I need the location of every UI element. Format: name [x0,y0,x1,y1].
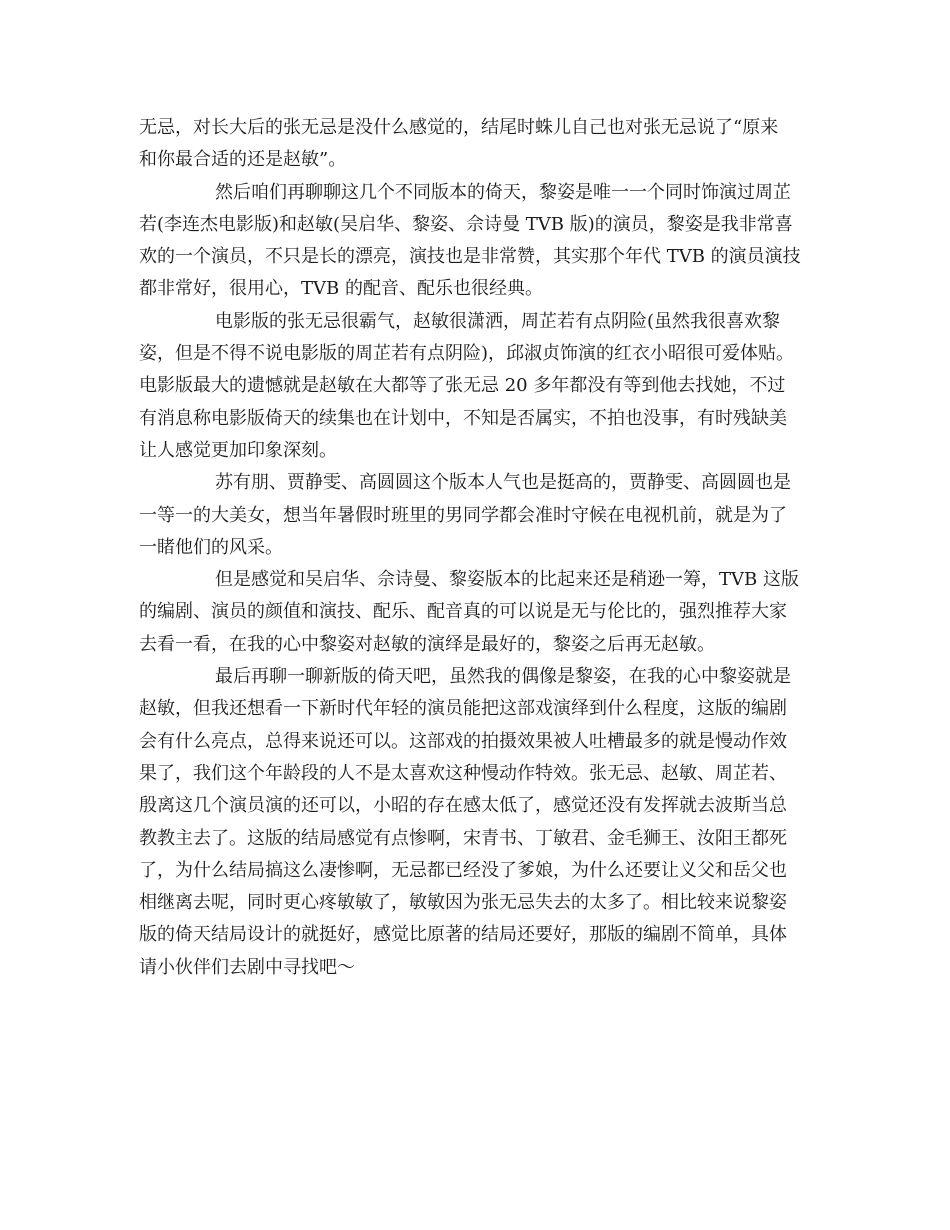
text-line: 的编剧、演员的颜值和演技、配乐、配音真的可以说是无与伦比的，强烈推荐大家 [139,601,787,623]
text-line: 电影版最大的遗憾就是赵敏在大都等了张无忌 20 多年都没有等到他去找她，不过 [139,375,786,397]
text-line: 让人感觉更加印象深刻。 [139,439,337,461]
text-line: 了，为什么结局搞这么凄惨啊，无忌都已经没了爹娘，为什么还要让义父和岳父也 [139,859,787,881]
text-line: 电影版的张无忌很霸气，赵敏很潇洒，周芷若有点阴险(虽然我很喜欢黎 [215,310,781,332]
text-line: 殷离这几个演员演的还可以，小昭的存在感太低了，感觉还没有发挥就去波斯当总 [139,795,787,817]
article-body [139,112,819,984]
paragraph [139,112,819,177]
text-line: 教教主去了。这版的结局感觉有点惨啊，宋青书、丁敏君、金毛狮王、汝阳王都死 [139,827,787,849]
text-line: 若(李连杰电影版)和赵敏(吴启华、黎姿、佘诗曼 TVB 版)的演员，黎姿是我非常喜 [139,213,793,235]
text-line: 但是感觉和吴启华、佘诗曼、黎姿版本的比起来还是稍逊一筹，TVB 这版 [215,569,799,591]
text-line: 然后咱们再聊聊这几个不同版本的倚天，黎姿是唯一一个同时饰演过周芷 [215,181,791,203]
text-line: 姿，但是不得不说电影版的周芷若有点阴险)，邱淑贞饰演的红衣小昭很可爱体贴。 [139,343,795,365]
paragraph [139,467,819,564]
text-line: 版的倚天结局设计的就挺好，感觉比原著的结局还要好，那版的编剧不简单，具体 [139,924,787,946]
text-line: 苏有朋、贾静雯、高圆圆这个版本人气也是挺高的，贾静雯、高圆圆也是 [215,472,791,494]
paragraph [139,177,819,306]
text-line: 果了，我们这个年龄段的人不是太喜欢这种慢动作特效。张无忌、赵敏、周芷若、 [139,762,787,784]
text-line: 都非常好，很用心，TVB 的配音、配乐也很经典。 [139,278,543,300]
paragraph [139,306,819,467]
text-line: 一睹他们的风采。 [139,536,283,558]
text-line: 去看一看，在我的心中黎姿对赵敏的演绎是最好的，黎姿之后再无赵敏。 [139,633,715,655]
text-line: 最后再聊一聊新版的倚天吧，虽然我的偶像是黎姿，在我的心中黎姿就是 [215,666,791,688]
text-line: 赵敏，但我还想看一下新时代年轻的演员能把这部戏演绎到什么程度，这版的编剧 [139,698,787,720]
paragraph [139,661,819,984]
text-line: 请小伙伴们去剧中寻找吧～ [139,956,355,978]
text-line: 会有什么亮点，总得来说还可以。这部戏的拍摄效果被人吐槽最多的就是慢动作效 [139,730,787,752]
text-line: 一等一的大美女，想当年暑假时班里的男同学都会准时守候在电视机前，就是为了 [139,504,787,526]
text-line: 相继离去呢，同时更心疼敏敏了，敏敏因为张无忌失去的太多了。相比较来说黎姿 [139,892,787,914]
text-line: 无忌，对长大后的张无忌是没什么感觉的，结尾时蛛儿自己也对张无忌说了“原来 [139,117,779,138]
text-line: 有消息称电影版倚天的续集也在计划中，不知是否属实，不拍也没事，有时残缺美 [139,407,787,429]
text-line: 和你最合适的还是赵敏”。 [139,149,347,171]
paragraph [139,564,819,661]
text-line: 欢的一个演员，不只是长的漂亮，演技也是非常赞，其实那个年代 TVB 的演员演技 [139,246,801,268]
